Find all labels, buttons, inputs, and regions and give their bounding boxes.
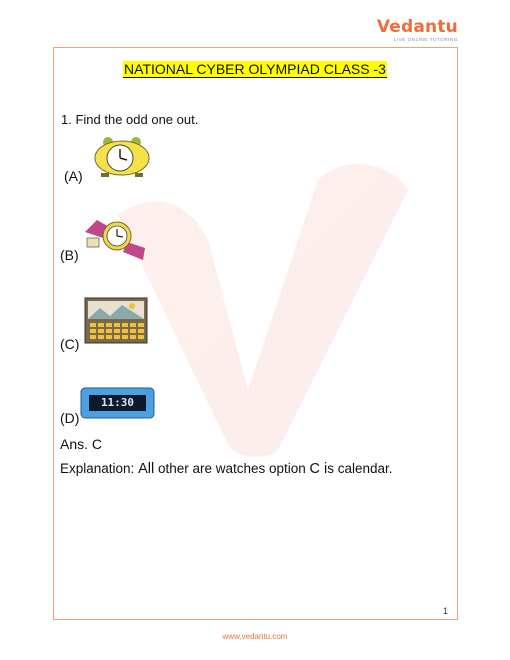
question-text: 1. Find the odd one out. [61,112,199,127]
digital-clock-time: 11:30 [100,396,135,409]
footer-url[interactable]: www.vedantu.com [222,632,288,641]
page-title-text: NATIONAL CYBER OLYMPIAD CLASS -3 [124,61,386,77]
page-number: 1 [443,606,449,616]
logo-wordmark: Vedantu [376,17,458,37]
digital-clock-icon [80,385,155,421]
explanation-all: All [138,461,155,477]
logo-tagline: LIVE ONLINE TUTORING [393,37,458,42]
wrist-watch-icon [83,216,151,262]
explanation-end: s calendar. [327,461,393,476]
calendar-icon [84,296,148,344]
watermark-logo-icon [118,160,408,460]
explanation-text [60,461,393,477]
explanation-option-c: C [309,461,321,477]
explanation-prefix: Explanation: [60,461,139,476]
explanation-i: i [320,461,328,477]
answer-text: Ans. C [60,436,103,452]
page-title [0,61,510,79]
vedantu-logo [368,17,458,47]
option-b-label: (B) [60,247,79,263]
option-a-label: (A) [64,168,83,184]
explanation-middle: other are watches option [154,461,310,476]
option-d-label: (D) [60,410,80,426]
option-c-label: (C) [60,336,80,352]
alarm-clock-icon [91,136,153,178]
